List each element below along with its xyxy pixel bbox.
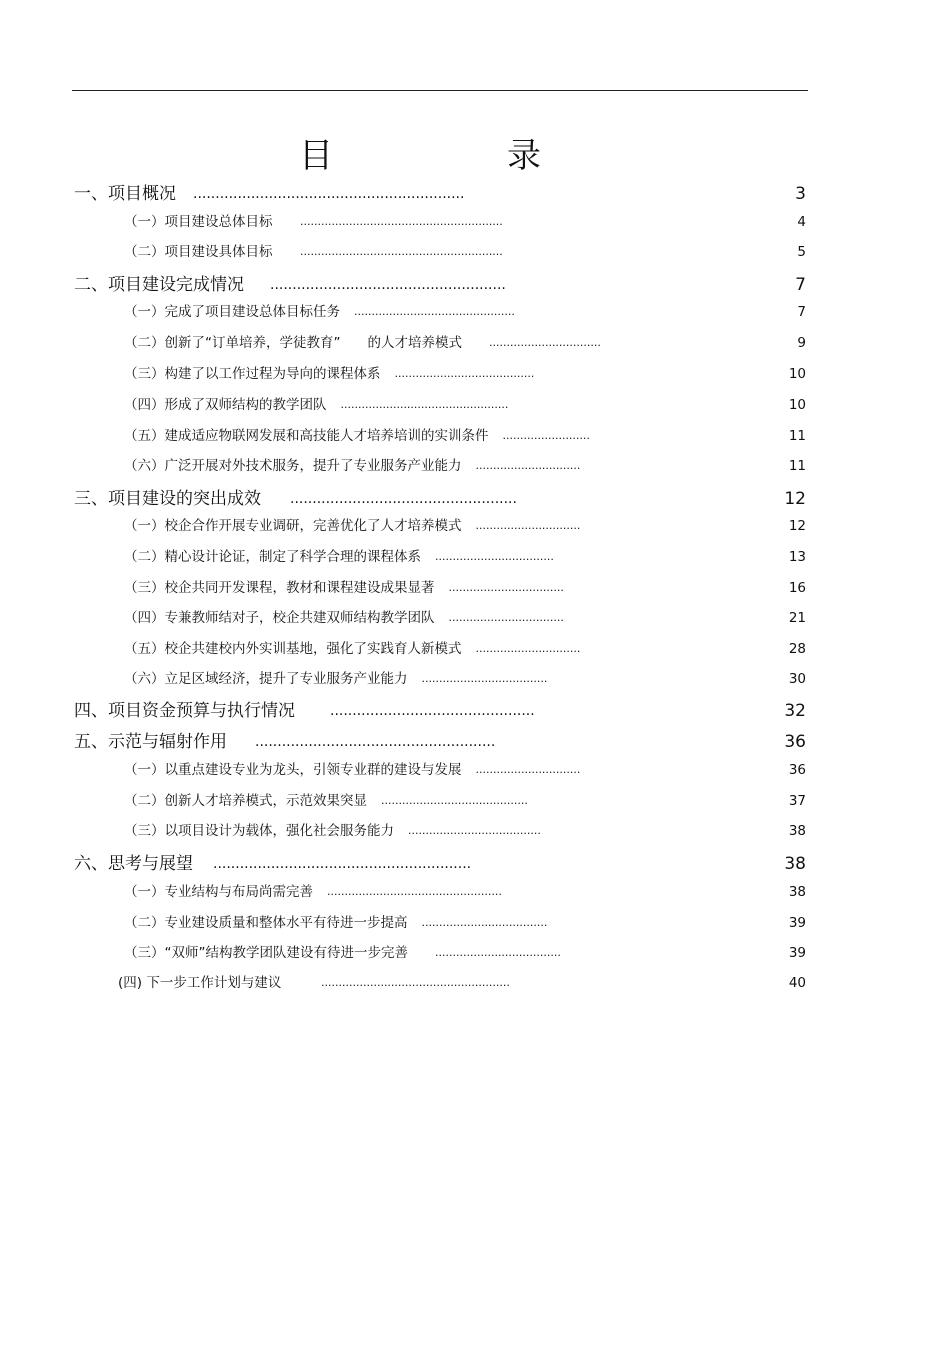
toc-subsection-entry[interactable]: [0, 243, 950, 269]
toc-leader-dots: ......................................................: [255, 734, 496, 750]
toc-section-entry[interactable]: [0, 853, 950, 879]
toc-page-number: 10: [788, 397, 806, 413]
toc-leader-dots: ....................................: [421, 916, 548, 929]
toc-leader-dots: ..............................: [475, 642, 581, 655]
toc-leader-dots: .............................................................: [193, 186, 465, 202]
toc-entry-label: （二）精心设计论证，制定了科学合理的课程体系: [124, 549, 421, 565]
toc-page-number: 30: [788, 671, 806, 687]
toc-leader-dots: ..........................................................: [300, 245, 503, 258]
toc-leader-dots: ..................................................: [327, 885, 502, 898]
toc-leader-dots: ..............................................: [354, 305, 515, 318]
toc-leader-dots: ..........................................................: [300, 215, 503, 228]
toc-entry-label: （六）立足区域经济，提升了专业服务产业能力: [124, 671, 408, 687]
toc-entry-label: （二）创新了“订单培养，学徒教育” 的人才培养模式: [124, 335, 462, 351]
toc-entry-label: （三）“双师”结构教学团队建设有待进一步完善: [124, 945, 408, 961]
toc-subsection-entry[interactable]: [0, 579, 950, 605]
toc-leader-dots: ....................................: [435, 946, 561, 959]
toc-subsection-entry[interactable]: [0, 792, 950, 818]
toc-entry-label: （二）项目建设具体目标: [124, 244, 273, 260]
toc-page-number: 28: [788, 641, 806, 657]
toc-page-number: 38: [788, 884, 806, 900]
toc-leader-dots: ..............................................: [330, 703, 535, 719]
toc-page-number: 3: [795, 184, 806, 204]
toc-page-number: 12: [788, 518, 806, 534]
toc-page-number: 7: [797, 304, 806, 320]
toc-subsection-entry[interactable]: [0, 761, 950, 787]
toc-page-number: 40: [788, 975, 806, 991]
toc-leader-dots: ......................................: [408, 824, 541, 837]
toc-subsection-entry[interactable]: [0, 670, 950, 696]
toc-entry-label: （一）校企合作开展专业调研，完善优化了人才培养模式: [124, 518, 462, 534]
toc-subsection-entry[interactable]: [0, 640, 950, 666]
toc-page-number: 5: [797, 244, 806, 260]
toc-subsection-entry[interactable]: [0, 396, 950, 422]
toc-entry-label: （五）建成适应物联网发展和高技能人才培养培训的实训条件: [124, 428, 489, 444]
toc-page-number: 38: [788, 823, 806, 839]
toc-page-number: 36: [784, 732, 806, 752]
toc-subsection-entry[interactable]: [0, 914, 950, 940]
toc-subsection-entry[interactable]: [0, 883, 950, 909]
toc-entry-label: （一）项目建设总体目标: [124, 214, 273, 230]
toc-leader-dots: .....................................................: [270, 277, 506, 293]
toc-leader-dots: ................................................: [340, 398, 509, 411]
toc-subsection-entry[interactable]: [0, 457, 950, 483]
toc-page-number: 39: [788, 915, 806, 931]
toc-subsection-entry[interactable]: [0, 548, 950, 574]
toc-leader-dots: ..............................: [475, 763, 581, 776]
toc-page-number: 11: [788, 428, 806, 444]
toc-section-entry[interactable]: [0, 274, 950, 300]
toc-subsection-entry[interactable]: [0, 213, 950, 239]
toc-page-number: 4: [797, 214, 806, 230]
toc-page-number: 39: [788, 945, 806, 961]
toc-section-entry[interactable]: [0, 183, 950, 209]
toc-entry-label: （一）完成了项目建设总体目标任务: [124, 304, 340, 320]
toc-page-number: 9: [797, 335, 806, 351]
toc-leader-dots: ..............................: [475, 459, 581, 472]
toc-entry-label: （二）专业建设质量和整体水平有待进一步提高: [124, 915, 408, 931]
toc-section-entry[interactable]: [0, 731, 950, 757]
toc-leader-dots: ..................................: [435, 550, 554, 563]
toc-section-entry[interactable]: [0, 488, 950, 514]
toc-entry-label: 三、项目建设的突出成效: [74, 489, 261, 509]
toc-page-number: 21: [788, 610, 806, 626]
toc-subsection-entry[interactable]: [0, 974, 950, 1000]
toc-entry-label: （三）以项目设计为载体，强化社会服务能力: [124, 823, 394, 839]
toc-subsection-entry[interactable]: [0, 427, 950, 453]
toc-entry-label: （三）校企共同开发课程，教材和课程建设成果显著: [124, 580, 435, 596]
toc-entry-label: 二、项目建设完成情况: [74, 275, 244, 295]
toc-entry-label: 四、项目资金预算与执行情况: [74, 701, 295, 721]
toc-entry-label: 五、示范与辐射作用: [74, 732, 227, 752]
toc-entry-label: （六）广泛开展对外技术服务，提升了专业服务产业能力: [124, 458, 462, 474]
toc-page-number: 11: [788, 458, 806, 474]
toc-leader-dots: ................................: [489, 336, 601, 349]
toc-leader-dots: .................................: [448, 581, 564, 594]
toc-leader-dots: ......................................................: [321, 976, 510, 989]
toc-page-number: 10: [788, 366, 806, 382]
toc-page-number: 32: [784, 701, 806, 721]
toc-subsection-entry[interactable]: [0, 517, 950, 543]
toc-leader-dots: ....................................: [421, 672, 548, 685]
toc-subsection-entry[interactable]: [0, 609, 950, 635]
toc-entry-label: 六、思考与展望: [74, 854, 193, 874]
toc-page-number: 7: [795, 275, 806, 295]
toc-leader-dots: .................................: [448, 611, 564, 624]
toc-title: 目 录: [299, 136, 611, 176]
toc-entry-label: （五）校企共建校内外实训基地，强化了实践育人新模式: [124, 641, 462, 657]
toc-subsection-entry[interactable]: [0, 822, 950, 848]
toc-section-entry[interactable]: [0, 700, 950, 726]
toc-subsection-entry[interactable]: [0, 334, 950, 360]
toc-leader-dots: ..........................................: [381, 794, 528, 807]
toc-entry-label: （三）构建了以工作过程为导向的课程体系: [124, 366, 381, 382]
toc-page-number: 16: [788, 580, 806, 596]
toc-entry-label: （二）创新人才培养模式，示范效果突显: [124, 793, 367, 809]
toc-leader-dots: ..........................................................: [213, 856, 472, 872]
toc-page-number: 36: [788, 762, 806, 778]
toc-leader-dots: .........................: [502, 429, 590, 442]
toc-entry-label: (四) 下一步工作计划与建议: [118, 975, 282, 991]
toc-page-number: 13: [788, 549, 806, 565]
toc-leader-dots: ...................................................: [290, 491, 517, 507]
toc-entry-label: （四）专兼教师结对子，校企共建双师结构教学团队: [124, 610, 435, 626]
toc-leader-dots: ........................................: [394, 367, 535, 380]
toc-page-number: 38: [784, 854, 806, 874]
toc-subsection-entry[interactable]: [0, 365, 950, 391]
toc-entry-label: 一、项目概况: [74, 184, 176, 204]
toc-page-number: 12: [784, 489, 806, 509]
toc-leader-dots: ..............................: [475, 519, 581, 532]
toc-entry-label: （一）专业结构与布局尚需完善: [124, 884, 313, 900]
toc-entry-label: （一）以重点建设专业为龙头，引领专业群的建设与发展: [124, 762, 462, 778]
toc-subsection-entry[interactable]: [0, 303, 950, 329]
toc-subsection-entry[interactable]: [0, 944, 950, 970]
toc-page-number: 37: [788, 793, 806, 809]
toc-entry-label: （四）形成了双师结构的教学团队: [124, 397, 327, 413]
